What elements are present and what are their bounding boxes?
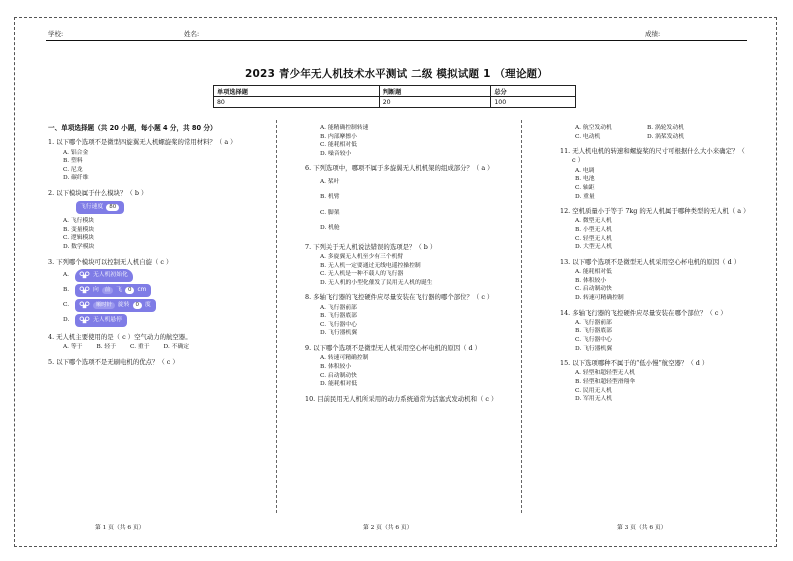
option: D. 大型无人机: [575, 244, 613, 251]
option: B. 涡轮发动机: [647, 125, 684, 131]
option: C. 民用无人机: [575, 387, 612, 394]
rotation-dropdown: 顺时针: [93, 302, 115, 309]
score-table: [213, 85, 576, 108]
option: C. 脚架: [320, 209, 340, 216]
option: C. 轻型无人机: [575, 235, 612, 242]
page-number: 第 1 页（共 6 页）: [95, 525, 145, 531]
code-block-speed: [76, 201, 270, 214]
options-3: [48, 269, 270, 327]
page-title: 2023 青少年无人机技术水平测试 二级 模拟试题 1 （理论题）: [245, 68, 548, 80]
option: A. 桨叶: [320, 178, 340, 185]
direction-dropdown: 前: [102, 287, 113, 294]
option: A. 铝合金: [63, 149, 89, 156]
option: B. 轻于: [96, 344, 117, 351]
option: D. 涡桨发动机: [647, 133, 685, 140]
option: B. 内部摩擦小: [320, 133, 357, 140]
option: A. 电调: [575, 167, 595, 174]
score-value: 80: [214, 97, 380, 108]
code-block-hover: 无人机悬停: [75, 314, 127, 327]
option: D. 能耗相对低: [320, 381, 358, 388]
option: C. 轴距: [575, 184, 595, 191]
option: B. 无人机一定要通过无线电遥控操控制: [320, 262, 421, 269]
option: A. 等于: [63, 344, 83, 351]
option-c: C. 顺时针 旋转 0 度: [63, 299, 270, 312]
drone-icon: [79, 316, 90, 325]
score-value: 20: [379, 97, 491, 108]
option: D. 飞行器机翼: [575, 345, 613, 352]
options-14: [560, 319, 750, 353]
options-15: [560, 369, 750, 403]
option: A. 微型无人机: [575, 218, 612, 225]
question-6: 6. 下列选项中，哪项不属于多旋翼无人机机架的组成部分？（ a ）: [305, 164, 494, 173]
column-3: [560, 124, 750, 410]
option: B. 电池: [575, 176, 595, 183]
options-7: [305, 253, 515, 287]
option: C. 无人机是一种不载人的飞行器: [320, 271, 404, 278]
options-6: [305, 175, 515, 237]
drone-icon: [79, 271, 90, 280]
header-rule: [46, 40, 747, 41]
option: A. 航空发动机: [575, 125, 612, 131]
option: C. 能耗相对低: [320, 142, 357, 149]
options-2: [48, 217, 270, 251]
option: B. 变量模块: [63, 226, 95, 233]
question-5: 5. 以下哪个选项不是无刷电机的优点？（ c ）: [48, 357, 179, 366]
question-4: 4. 无人机主要使用的是（ c ）空气动力的航空器。: [48, 332, 192, 341]
option: A. 能耗相对低: [575, 269, 612, 276]
option: B. 轻型和超轻型滑翔伞: [575, 379, 636, 386]
option: A. 飞行模块: [63, 218, 95, 225]
option: A. 轻型和超轻型无人机: [575, 370, 636, 377]
block-label: 飞行速度: [80, 204, 104, 211]
question-8: 8. 多轴飞行器的飞控硬件应尽量安装在飞行器的哪个部位？（ c ）: [305, 293, 494, 302]
block-value: 80: [106, 204, 119, 211]
option: D. 无人机的小型化催发了民用无人机的诞生: [320, 279, 433, 286]
question-12: 12. 空机质量小于等于 7kg 的无人机属于哪种类型的无人机（ a ）: [560, 207, 750, 216]
score-header: 总分: [491, 86, 576, 97]
question-3: 3. 下列哪个模块可以控制无人机自旋（ c ）: [48, 257, 173, 266]
section-heading: 一、单项选择题（共 20 小题，每小题 4 分，共 80 分）: [48, 124, 217, 132]
drone-icon: [79, 286, 90, 295]
option: D. 重量: [575, 193, 595, 200]
score-field: 成绩:: [645, 30, 661, 38]
page-number: 第 2 页（共 6 页）: [363, 525, 413, 531]
option: C. 飞行器中心: [575, 336, 612, 343]
drone-icon: [79, 301, 90, 310]
question-15: 15. 以下选项哪种不属于的“低小慢”航空器？（ d ）: [560, 359, 709, 368]
option: C. 启动制动快: [320, 372, 357, 379]
option: D. 机舱: [320, 225, 340, 232]
column-2: [305, 124, 515, 405]
option: D. 转速可精确控制: [575, 294, 624, 301]
column-divider: [521, 120, 522, 513]
question-11: 11. 无人机电机的转速和螺旋桨的尺寸可根据什么大小来确定？（ c ）: [560, 147, 745, 165]
options-5: [305, 124, 515, 158]
option: C. 尼龙: [63, 166, 83, 173]
option: B. 体积较小: [575, 277, 607, 284]
options-10: [560, 124, 750, 141]
option-b: B. 向 前 飞 0 cm: [63, 284, 270, 297]
question-2: 2. 以下模块属于什么模块？（ b ）: [48, 188, 148, 197]
column-divider: [276, 120, 277, 513]
options-9: [305, 354, 515, 388]
name-field: 姓名:: [184, 30, 200, 38]
option: A. 能精确控制转速: [320, 125, 369, 131]
school-field: 学校:: [48, 30, 64, 38]
option: D. 噪音较小: [320, 150, 352, 157]
question-10: 10. 目前民用无人机所采用的动力系统通常为活塞式发动机和（ c ）: [305, 394, 498, 403]
option: C. 飞行器中心: [320, 321, 357, 328]
option: D. 军用无人机: [575, 396, 613, 403]
question-7: 7. 下列关于无人机说法错误的选项是？（ b ）: [305, 242, 437, 251]
code-block-rotate: 顺时针 旋转 0 度: [75, 299, 156, 312]
options-11: [560, 167, 750, 201]
option-d: D. 无人机悬停: [63, 314, 270, 327]
score-value: 100: [491, 97, 576, 108]
option: A. 多旋翼无人机至少有三个机臂: [320, 253, 404, 260]
question-9: 9. 以下哪个选项不是微型无人机采用空心杯电机的原因（ d ）: [305, 344, 482, 353]
question-13: 13. 以下哪个选项不是微型无人机采用空心杯电机的原因（ d ）: [560, 257, 741, 266]
option: C. 电动机: [575, 133, 601, 140]
code-block-init: 无人机初始化: [75, 269, 133, 282]
option: D. 数学模块: [63, 244, 95, 251]
option: C. 启动制动快: [575, 286, 612, 293]
option: A. 飞行器前部: [320, 304, 357, 311]
option-a: A. 无人机初始化: [63, 269, 270, 282]
score-header: 单项选择题: [214, 86, 380, 97]
option: D. 不确定: [163, 344, 190, 351]
code-block-fly: 向 前 飞 0 cm: [75, 284, 151, 297]
page-number: 第 3 页（共 6 页）: [617, 525, 667, 531]
options-13: [560, 268, 750, 302]
option: B. 塑料: [63, 158, 83, 165]
option: A. 飞行器前部: [575, 319, 612, 326]
option: D. 碳纤维: [63, 175, 89, 182]
option: B. 机臂: [320, 194, 340, 201]
option: B. 小型无人机: [575, 227, 612, 234]
score-header: 判断题: [379, 86, 491, 97]
options-8: [305, 304, 515, 338]
options-12: [560, 217, 750, 251]
question-14: 14. 多轴飞行器的飞控硬件应尽量安装在哪个部位？（ c ）: [560, 308, 727, 317]
option: C. 重于: [130, 344, 150, 351]
option: D. 飞行器机翼: [320, 330, 358, 337]
option: B. 体积较小: [320, 363, 352, 370]
question-1: 1. 以下哪个选项不是微型四旋翼无人机螺旋桨的常用材料？（ a ）: [48, 138, 237, 147]
option: A. 转速可精确控制: [320, 355, 369, 362]
column-1: [48, 124, 270, 368]
options-4: [48, 343, 270, 352]
options-1: [48, 149, 270, 183]
option: B. 飞行器底部: [320, 313, 357, 320]
option: C. 逻辑模块: [63, 235, 95, 242]
option: B. 飞行器底部: [575, 328, 612, 335]
